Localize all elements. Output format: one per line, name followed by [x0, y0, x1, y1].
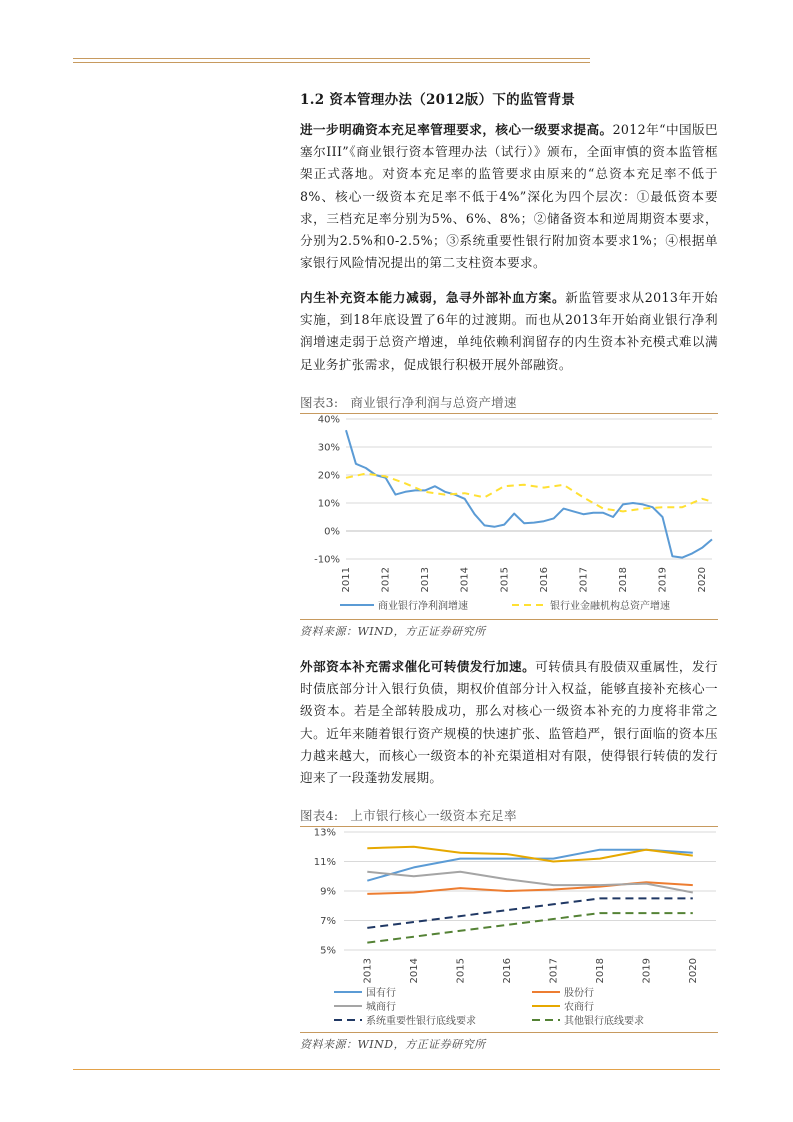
legend-label: 农商行 [564, 1002, 594, 1013]
legend-label: 其他银行底线要求 [564, 1016, 644, 1027]
legend-label: 系统重要性银行底线要求 [366, 1016, 476, 1027]
paragraph-body: 可转债具有股债双重属性，发行时债底部分计入银行负债，期权价值部分计入权益，能够直接补充核心一级资本。若是全部转股成功，那么对核心一级资本补充的力度将非常之大。近年来随着银行资产规模的快速扩张、监管趋严，银行面临的资本压力越来越大，而核心一级资本的补充渠道相对有限，使得银行转债的发行迎来了一段蓬勃发展期。 [300, 659, 718, 786]
series-line [367, 913, 693, 943]
paragraph-lead: 进一步明确资本充足率管理要求，核心一级要求提高。 [300, 122, 613, 137]
x-tick-label: 2015 [499, 567, 511, 593]
x-tick-label: 2019 [641, 958, 653, 984]
paragraph-lead: 外部资本补充需求催化可转债发行加速。 [300, 659, 536, 674]
figure-label: 图表3: [300, 395, 339, 410]
figure-label: 图表4: [300, 808, 339, 823]
section-heading [300, 88, 575, 108]
figure-4-source: 资料来源：WIND，方正证券研究所 [300, 1032, 718, 1052]
header-rule-top [73, 58, 590, 59]
y-tick-label: 10% [317, 498, 340, 510]
y-tick-label: 11% [313, 857, 336, 868]
paragraph-internal-capital [300, 287, 718, 376]
x-tick-label: 2020 [697, 567, 709, 593]
x-tick-label: 2017 [548, 958, 560, 984]
paragraph-body: 2012年“中国版巴塞尔III”《商业银行资本管理办法（试行）》颁布，全面审慎的资本监管框架正式落地。对资本充足率的监管要求由原来的“总资本充足率不低于8%、核心一级资本充足率不低于4%”深化为四个层次：①最低资本要求，三档充足率分别为5%、6%、8%；②储备资本和逆周期资本要求，分别为2.5%和0-2.5%；③系统重要性银行附加资本要求1%；④根据单家银行风险情况提出的第二支柱资本要求。 [300, 122, 718, 271]
x-tick-label: 2020 [687, 958, 699, 984]
y-tick-label: 13% [313, 827, 336, 839]
y-tick-label: 5% [320, 945, 336, 957]
paragraph-capital-requirements [300, 119, 718, 274]
y-tick-label: 20% [317, 470, 340, 482]
section-title-text: 资本管理办法（2012版）下的监管背景 [329, 92, 576, 108]
x-tick-label: 2019 [657, 567, 669, 593]
x-tick-label: 2013 [420, 567, 432, 593]
x-tick-label: 2018 [594, 958, 606, 984]
x-tick-label: 2014 [408, 958, 420, 984]
x-tick-label: 2011 [341, 567, 352, 593]
figure-title: 商业银行净利润与总资产增速 [350, 395, 517, 410]
legend-label: 国有行 [366, 988, 396, 999]
y-tick-label: 7% [320, 916, 336, 927]
figure-3-source: 资料来源：WIND，方正证券研究所 [300, 619, 718, 639]
y-tick-label: 30% [317, 442, 340, 454]
x-tick-label: 2016 [538, 567, 550, 593]
y-tick-label: 40% [317, 414, 340, 426]
core-tier1-ratio-chart [300, 822, 718, 1030]
figure-title: 上市银行核心一级资本充足率 [350, 808, 517, 823]
legend-label: 商业银行净利润增速 [378, 601, 468, 612]
x-tick-label: 2013 [362, 958, 374, 984]
y-tick-label: 0% [324, 526, 340, 538]
legend-label: 银行业金融机构总资产增速 [550, 601, 670, 612]
legend-label: 股份行 [564, 988, 594, 999]
x-tick-label: 2015 [455, 958, 467, 984]
y-tick-label: 9% [320, 886, 336, 898]
x-tick-label: 2012 [380, 567, 392, 593]
x-tick-label: 2016 [501, 958, 513, 984]
section-number: 1.2 [300, 92, 325, 108]
x-tick-label: 2018 [617, 567, 629, 593]
footer-rule [73, 1069, 720, 1070]
series-line [346, 430, 712, 557]
paragraph-body: 新监管要求从2013年开始实施，到18年底设置了6年的过渡期。而也从2013年开始商业银行净利润增速走弱于总资产增速，单纯依赖利润留存的内生资本补充模式难以满足业务扩张需求，促成银行积极开展外部融资。 [300, 290, 718, 372]
paragraph-convertible-bonds [300, 656, 718, 789]
legend-label: 城商行 [366, 1002, 396, 1013]
x-tick-label: 2017 [578, 567, 590, 593]
x-tick-label: 2014 [459, 567, 471, 593]
profit-asset-growth-chart [300, 411, 718, 617]
y-tick-label: -10% [314, 554, 340, 566]
header-rule-bottom [73, 62, 590, 63]
paragraph-lead: 内生补充资本能力减弱，急寻外部补血方案。 [300, 290, 566, 305]
